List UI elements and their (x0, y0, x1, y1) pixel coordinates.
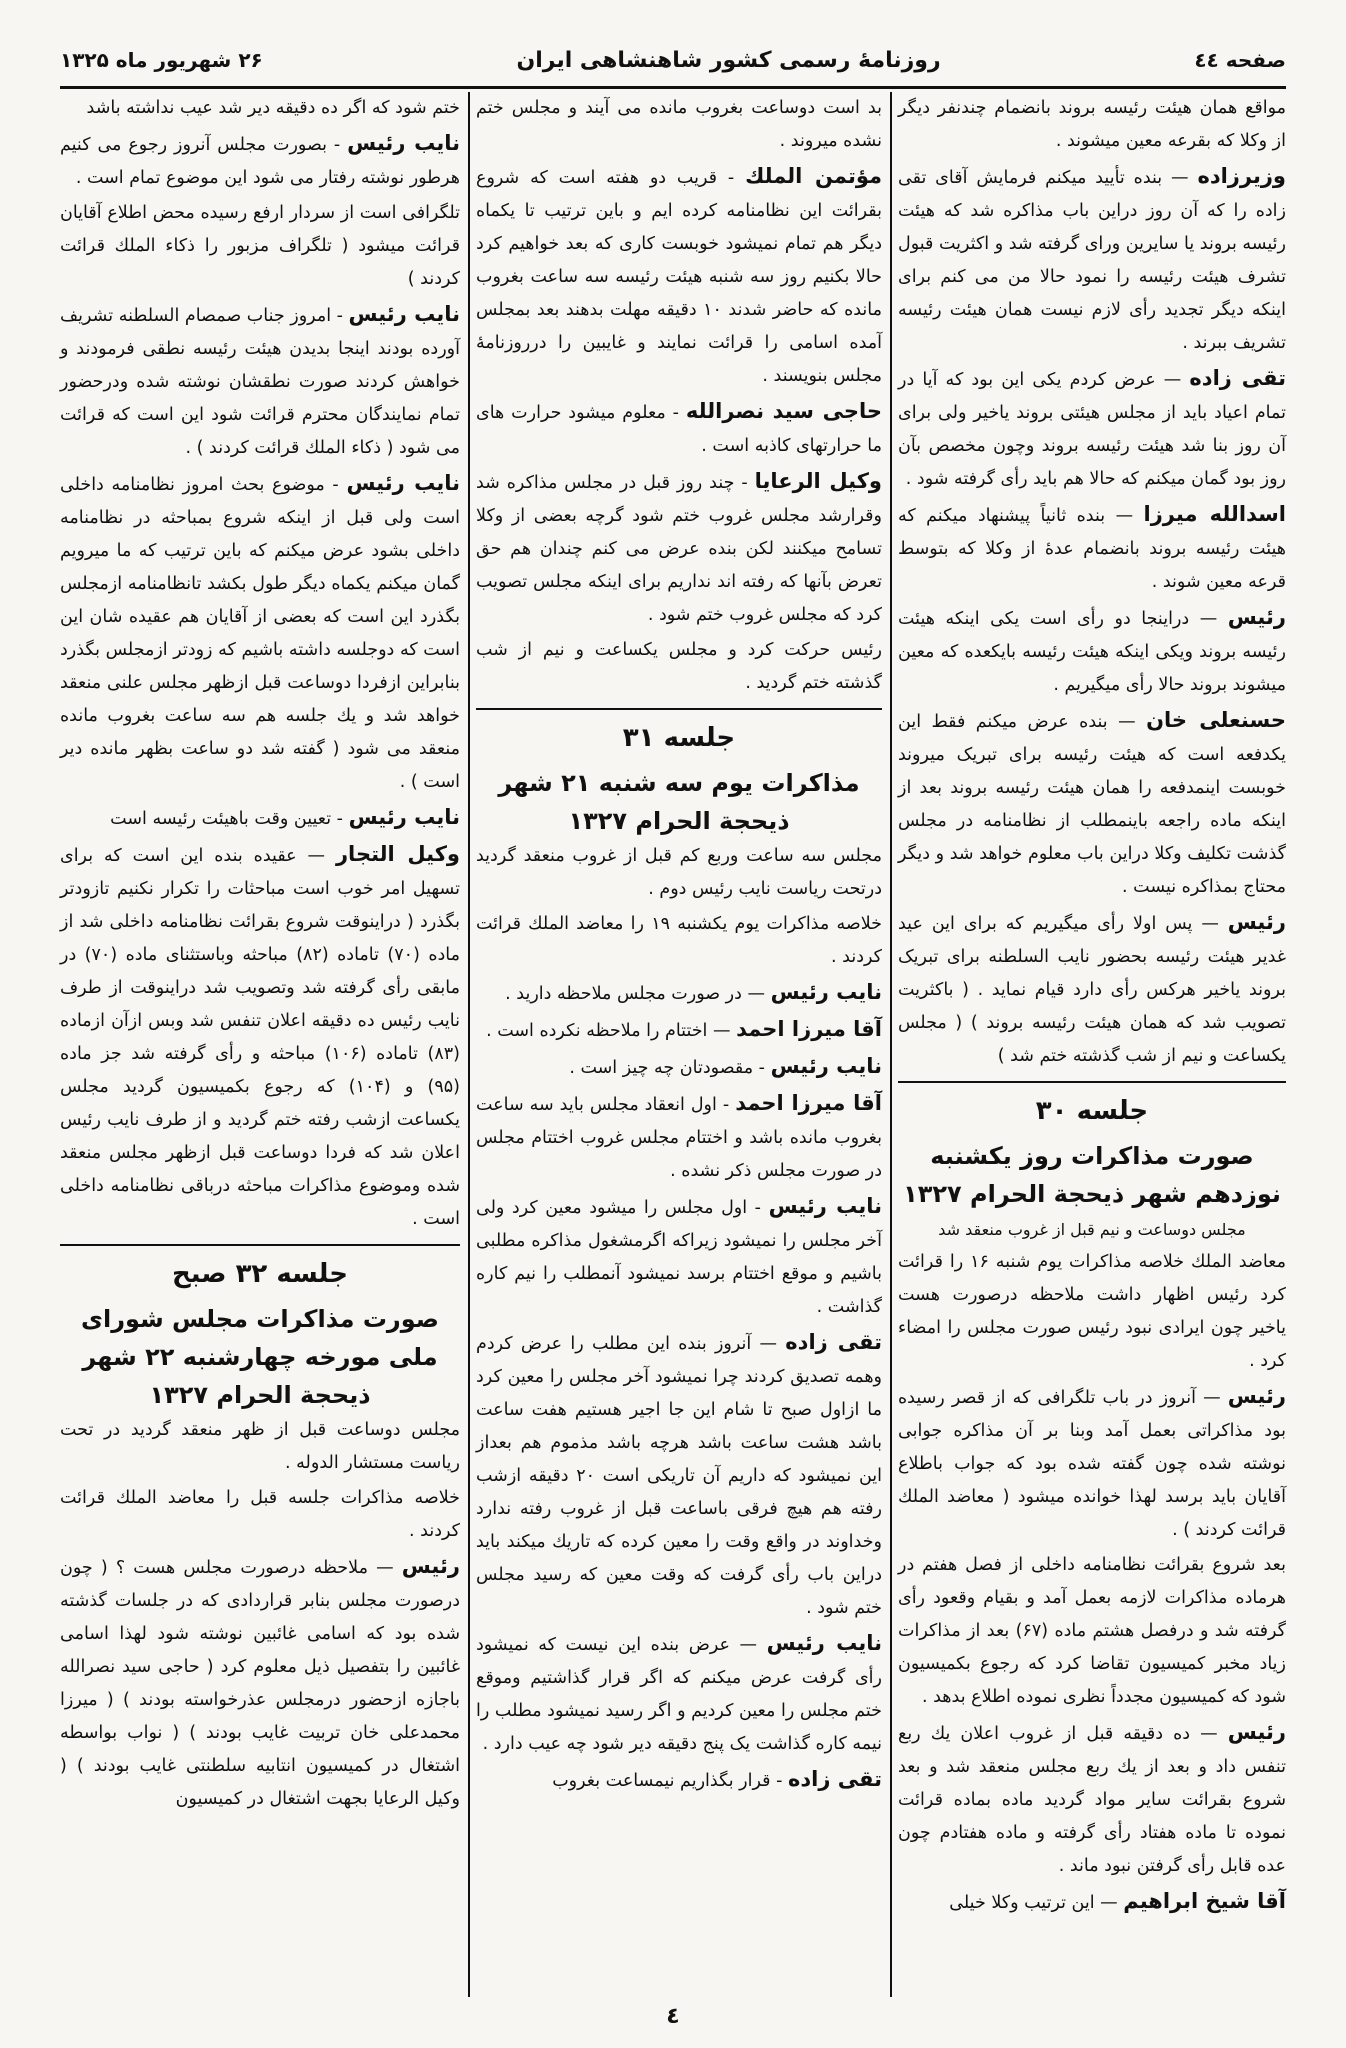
paragraph: آقا شیخ ابراهیم — این ترتیب وکلا خیلی (949, 1889, 1286, 1913)
paragraph: نایب رئیس - تعیین وقت باهیئت رئیسه است (110, 805, 460, 829)
speaker: حسنعلی خان (1146, 708, 1286, 732)
paragraph: خلاصه مذاکرات یوم یکشنبه ۱۹ را معاضد الملك قرائت کردند . (476, 914, 882, 967)
page-label: صفحه ٤٤ (1194, 48, 1286, 72)
speaker: تقی زاده (785, 1330, 882, 1354)
section-rule (60, 1244, 460, 1246)
section-rule (476, 708, 882, 710)
speaker: تقی زاده (1189, 366, 1286, 390)
paragraph: رئیس — دراینجا دو رأی است یکی اینکه هیئت رئیسه بروند ویکی اینکه هیئت رئیسه بایکعده که معین میشوند بروند حالا رأی میگیریم . (898, 605, 1286, 695)
column-divider-right (890, 92, 892, 1997)
speaker: وکیل الرعایا (754, 469, 882, 493)
paragraph: نایب رئیس - امروز جناب صمصام السلطنه تشریف آورده بودند اینجا بدیدن هیئت رئیسه نطقی فرمودند و خواهش کردند صورت نطقشان نوشته شده ودرحضور تمام نمایندگان محترم قرائت شود این است که قرائت می شود ( ذکاء الملك قرائت کردند ) . (60, 302, 460, 458)
paragraph: ختم شود که اگر ده دقیقه دیر شد عیب نداشته باشد (86, 98, 460, 118)
paragraph: مجلس دوساعت قبل از ظهر منعقد گردید در تحت ریاست مستشار الدوله . (60, 1420, 460, 1473)
speaker: وزیرزاده (1197, 164, 1286, 188)
session-31-title: جلسه ۳۱ (622, 723, 736, 753)
speaker: مؤتمن الملك (745, 164, 882, 188)
speaker: رئیس (1227, 1384, 1286, 1408)
paragraph: حاجی سید نصرالله - معلوم میشود حرارت های ما حرارتهای کاذبه است . (476, 399, 882, 456)
speaker: رئیس (1227, 1720, 1286, 1744)
column-right (898, 92, 1286, 1922)
paragraph: وکیل الرعایا - چند روز قبل در مجلس مذاکره شد وقرارشد مجلس غروب ختم شود گرچه بعضی از وکلا تسامح میکنند لکن بنده عرض می کنم چندان هم حق تعرض بآنها که رفته اند نداریم برای اینکه مجلس تصویب کرد که مجلس غروب ختم شود . (476, 469, 882, 625)
paragraph: تلگرافی است از سردار ارفع رسیده محض اطلاع آقایان قرائت میشود ( تلگراف مزبور را ذکاء الملك قرائت کردند ) (60, 203, 460, 289)
session-32-heading: صورت مذاکرات مجلس شورای ملی مورخه چهارشنبه ۲۲ شهر ذیحجة الحرام ۱۳۲۷ (81, 1305, 439, 1409)
speaker: نایب رئیس (768, 1194, 882, 1218)
paragraph: بد است دوساعت بغروب مانده می آیند و مجلس ختم نشده میروند . (476, 98, 882, 151)
speaker: نایب رئیس (346, 471, 460, 495)
issue-date: ۲۶ شهریور ماه ۱۳۲۵ (60, 48, 263, 72)
paragraph: نایب رئیس — در صورت مجلس ملاحظه دارید . (505, 980, 882, 1004)
paragraph: آقا میرزا احمد — اختتام را ملاحظه نکرده است . (486, 1017, 882, 1041)
column-middle (476, 92, 882, 1800)
session-30-note: مجلس دوساعت و نیم قبل از غروب منعقد شد (938, 1220, 1246, 1239)
paragraph: رئیس — ده دقیقه قبل از غروب اعلان یك ربع تنفس داد و بعد از یك ربع مجلس منعقد شد و بعد شروع بقرائت سایر مواد گردید ماده بماده قرائت نموده تا ماده هفتاد رأی گرفته و ماده هفتادم چون عده قابل رأی گرفتن نبود ماند . (898, 1720, 1286, 1876)
session-32-title: جلسه ۳۲ صبح (172, 1259, 348, 1289)
paragraph: اسدالله میرزا — بنده ثانیاً پیشنهاد میکنم که هیئت رئیسه بروند بانضمام عدهٔ از وکلا که بتوسط قرعه معین شوند . (898, 502, 1286, 592)
speaker: نایب رئیس (348, 302, 460, 326)
speaker: حاجی سید نصرالله (685, 399, 882, 423)
speaker: آقا میرزا احمد (735, 1091, 882, 1115)
paragraph: وکیل التجار — عقیده بنده این است که برای تسهیل امر خوب است مباحثات را تکرار نکنیم تازودتر بگذرد ( دراینوقت شروع بقرائت نظامنامه داخلی شد از ماده (۷۰) تاماده (۸۲) مباحثه وباستثنای ماده (۷۰) در مابقی رأی گرفته شد وتصویب شد دراینوقت از طرف نایب رئیس ده دقیقه اعلان تنفس شد وبس ازآن ازماده (۸۳) تاماده (۱۰۶) مباحثه و رأی گرفته شد جز ماده (۹۵) و (۱۰۴) که رجوع بکمیسیون گردید مجلس یکساعت ازشب رفته ختم گردید و از طرف نایب رئیس اعلان شد که فردا دوساعت قبل ازظهر مجلس منعقد شده وموضوع مذاکرات مباحثه درباقی نظامنامه داخلی است . (60, 842, 461, 1229)
paragraph: وزیرزاده — بنده تأیید میکنم فرمایش آقای تقی زاده را که آن روز دراین باب مذاکره شد که هیئت رئیسه بروند یا سایرین ورای گرفته شد و اکثریت قبول تشرف هیئت رئیسه را نمود حالا من می کنم برای اینکه دیگر تجدید رأی لازم نیست همان هیئت رئیسه تشریف ببرند . (898, 164, 1286, 353)
speaker: نایب رئیس (347, 131, 460, 155)
page-header (60, 38, 1286, 82)
paragraph: نایب رئیس - بصورت مجلس آنروز رجوع می کنیم هرطور نوشته رفتار می شود این موضوع تمام است . (60, 131, 460, 188)
section-rule (898, 1081, 1286, 1083)
column-divider-left (468, 92, 470, 1997)
column-left (60, 92, 460, 1818)
paragraph: رئیس حرکت کرد و مجلس یکساعت و نیم از شب گذشته ختم گردید . (476, 640, 882, 693)
speaker: رئیس (401, 1554, 460, 1578)
paragraph: مؤتمن الملك - قریب دو هفته است که شروع بقرائت این نظامنامه کرده ایم و باین ترتیب تا یکماه دیگر هم تمام نمیشود خوبست کاری که بعد خواهیم کرد حالا بکنیم روز سه شنبه هیئت رئیسه سه ساعت بغروب مانده که حاضر شدند ۱۰ دقیقه مهلت بدهند بعد بمجلس آمده اسامی را قرائت نمایند و غایبین را درروزنامهٔ مجلس بنویسند . (476, 164, 883, 386)
session-30-heading: صورت مذاکرات روز یکشنبه نوزدهم شهر ذیحجة الحرام ۱۳۲۷ (903, 1142, 1281, 1208)
paragraph: نایب رئیس — عرض بنده این نیست که نمیشود رأی گرفت عرض میکنم که اگر قرار گذاشتیم وموقع ختم مجلس را معین کردیم و اگر رسید نمیشود مطلب را نیمه کاره گذاشت یک پنج دقیقه دیر شود چه عیب دارد . (476, 1631, 882, 1754)
speaker: آقا شیخ ابراهیم (1123, 1889, 1286, 1913)
paragraph: مواقع همان هیئت رئیسه بروند بانضمام چندنفر دیگر از وکلا که بقرعه معین میشوند . (898, 98, 1286, 151)
paragraph: تقی زاده — عرض کردم یکی این بود که آیا در تمام اعیاد باید از مجلس هیئتی بروند یاخیر ولی برای آن روز بنا شد هیئت رئیسه بروند وچون مخصص بآن روز بود گمان میکنم که حالا هم باید رأی گرفته شود . (898, 366, 1286, 489)
paragraph: حسنعلی خان — بنده عرض میکنم فقط این یکدفعه است که هیئت رئیسه برای تبریک میروند خوبست اینمدفعه را همان هیئت رئیسه بروند بعد از اینکه ماده راجعه باینمطلب از نظامنامه در مجلس گذشت تکلیف وکلا دراین باب معلوم خواهد شد و دیگر محتاج بمذاکره نیست . (898, 708, 1286, 897)
speaker: وکیل التجار (335, 842, 460, 866)
header-rule (60, 86, 1286, 89)
paragraph: رئیس — ملاحظه درصورت مجلس هست ؟ ( چون درصورت مجلس بنابر قراردادی که در جلسات گذشته شده بود که اسامی غائبین نوشته شود لهذا اسامی غائبین را بتفصیل ذیل معلوم کرد ( حاجی سید نصرالله باجازه ازحضور درمجلس عذرخواسته بودند ) ( میرزا محمدعلی خان تربیت غایب بودند ) ( نواب بواسطه اشتغال در کمیسیون انتابیه سلطنتی غایب بودند ) ( وکیل الرعایا بجهت اشتغال در کمیسیون (60, 1554, 460, 1809)
speaker: تقی زاده (787, 1767, 882, 1791)
paragraph: نایب رئیس - اول مجلس را میشود معین کرد ولی آخر مجلس را نمیشود زیراکه اگرمشغول مذاکره مطلبی باشیم و موقع اختتام برسد نمیشود آنمطلب را نیم کاره گذاشت . (476, 1194, 882, 1317)
speaker: نایب رئیس (770, 980, 882, 1004)
speaker: اسدالله میرزا (1143, 502, 1286, 526)
session-31-heading: مذاکرات یوم سه شنبه ۲۱ شهر ذیحجة الحرام ۱۳۲۷ (498, 769, 860, 835)
paragraph: خلاصه مذاکرات جلسه قبل را معاضد الملك قرائت کردند . (60, 1488, 460, 1541)
paragraph: نایب رئیس - مقصودتان چه چیز است . (569, 1054, 882, 1078)
session-30-title: جلسه ۳۰ (1035, 1096, 1149, 1126)
speaker: آقا میرزا احمد (736, 1017, 882, 1041)
paragraph: معاضد الملك خلاصه مذاکرات یوم شنبه ۱۶ را قرائت کرد رئیس اظهار داشت ملاحظه درصورت هست یاخیر چون ایرادی نبود رئیس صورت مجلس را امضاء کرد . (898, 1252, 1286, 1371)
speaker: رئیس (1227, 910, 1286, 934)
paragraph: رئیس — آنروز در باب تلگرافی که از قصر رسیده بود مذاکراتی بعمل آمد وبنا بر آن مذاکره جوابی نوشته شده چون گفته شده بود که جواب باطلاع آقایان باید برسد لهذا خوانده میشود ( معاضد الملك قرائت کردند ) . (898, 1384, 1286, 1540)
paper-title: روزنامهٔ رسمی کشور شاهنشاهی ایران (516, 47, 941, 73)
page-number: ٤ (666, 2004, 680, 2029)
paragraph: بعد شروع بقرائت نظامنامه داخلی از فصل هفتم در هرماده مذاکرات لازمه بعمل آمد و بقیام وقعود رأی گرفته شد و درفصل هشتم ماده (۶۷) بعد از مذاکرات زیاد مخبر کمیسیون تقاضا کرد که رجوع بکمیسیون شود که کمیسیون مجدداً نظری نموده اطلاع بدهد . (898, 1555, 1286, 1707)
speaker: نایب رئیس (766, 1631, 882, 1655)
paragraph: نایب رئیس - موضوع بحث امروز نظامنامه داخلی است ولی قبل از اینکه شروع بمباحثه در نظامنامه داخلی بشود عرض میکنم که باین ترتیب که ما میرویم گمان میکنم یکماه دیگر طول بکشد تانظامنامه ازمجلس بگذرد این است که بعضی از آقایان هم عقیده شان این است که دوجلسه داشته باشیم که زودتر ازمجلس بگذرد بنابراین ازفردا دوساعت قبل ازظهر مجلس علنی منعقد خواهد شد و یك جلسه هم سه ساعت بغروب مانده منعقد می شود ( گفته شد دو ساعت بظهر مانده دیر است ) . (60, 471, 460, 792)
speaker: نایب رئیس (770, 1054, 882, 1078)
paragraph: تقی زاده — آنروز بنده این مطلب را عرض کردم وهمه تصدیق کردند چرا نمیشود آخر مجلس را معین کرد ما ازاول صبح تا شام این جا اجیر هستیم هفت ساعت باشد هشت ساعت باشد هرچه باشد مذموم هم بعداز این نمیشود که داریم آن تاریکی است ۲۰ دقیقه ازشب رفته هم هیچ فرقی باساعت قبل از غروب رفته ندارد وخداوند در واقع وقت را معین کرده که تاریك میکند باید دراین باب رأی گرفت که وقت معین که رسید مجلس ختم شود . (476, 1330, 882, 1618)
paragraph: رئیس — پس اولا رأی میگیریم که برای این عید غدیر هیئت رئیسه بحضور نایب السلطنه برای تبریک بروند یاخیر هرکس رأی دارد قیام نماید . ( باکثریت تصویب شد که همان هیئت رئیسه بروند ) ( مجلس یکساعت و نیم از شب گذشته ختم شد ) (898, 910, 1286, 1066)
paragraph: مجلس سه ساعت وربع کم قبل از غروب منعقد گردید درتحت ریاست نایب رئیس دوم . (476, 846, 882, 899)
speaker: نایب رئیس (348, 805, 460, 829)
speaker: رئیس (1227, 605, 1286, 629)
paragraph: آقا میرزا احمد - اول انعقاد مجلس باید سه ساعت بغروب مانده باشد و اختتام مجلس غروب اختتام مجلس در صورت مجلس ذکر نشده . (476, 1091, 882, 1181)
paragraph: تقی زاده - قرار بگذاریم نیمساعت بغروب (552, 1767, 882, 1791)
